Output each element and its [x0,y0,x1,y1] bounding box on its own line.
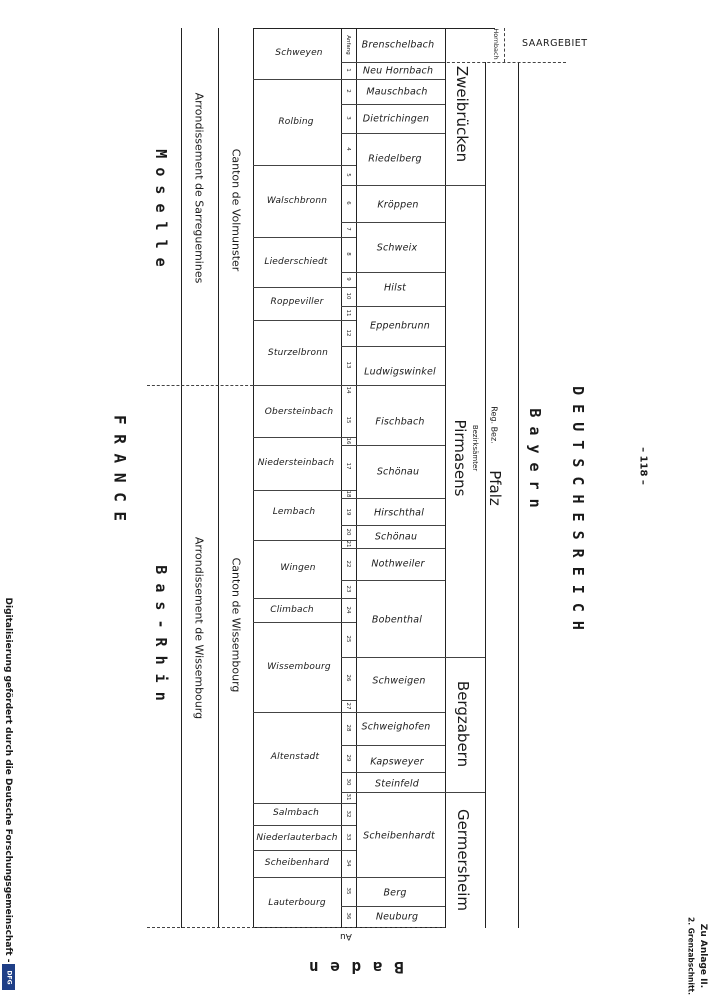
row-divider [356,906,445,907]
row-divider [356,792,445,793]
french-commune: Salmbach [273,808,319,818]
dashed-border-moselle-basrhin [147,385,253,386]
regbez-label: Reg. Bez. [489,406,499,444]
marker-divider [341,133,356,134]
row-divider [356,712,445,713]
border-marker: 29 [345,754,351,762]
border-marker: 34 [345,859,351,867]
row-divider [253,850,341,851]
marker-divider [341,700,356,701]
row-divider [356,185,445,186]
row-divider [253,712,341,713]
french-commune: Niedersteinbach [257,458,335,468]
moselle-label: M o s e l l e [152,149,170,267]
marker-divider [341,79,356,80]
german-commune: Schweigen [372,675,426,687]
border-marker: 35 [345,887,351,895]
border-marker: 36 [345,912,351,920]
arrondissement-wissembourg-label: Arrondissement de Wissembourg [192,536,206,720]
dfg-logo-text: DFG [5,969,13,985]
row-divider [253,79,341,80]
page-number: – 118 – [637,447,649,485]
border-marker: 2 [345,89,351,93]
german-commune: Eppenbrunn [370,320,430,332]
row-divider [356,580,445,581]
border-marker: Anfang [345,35,351,55]
hornbach-label: Hornbach [492,28,500,60]
marker-divider [341,346,356,347]
marker-divider [341,237,356,238]
row-divider [253,490,341,491]
border-marker: 11 [345,309,351,317]
border-line-regbez [518,62,519,928]
border-marker: 23 [345,585,351,593]
district-zweibruecken: Zweibrücken [453,65,471,163]
row-divider [356,445,445,446]
marker-divider [341,498,356,499]
row-divider [356,498,445,499]
row-divider [253,287,341,288]
border-marker: 3 [345,116,351,120]
row-divider [356,385,445,386]
canton-volmunster-label: Canton de Volmunster [229,148,243,272]
border-line-german-communes [445,28,446,928]
border-marker: 15 [345,416,351,424]
row-divider [253,825,341,826]
border-marker: 16 [345,437,351,445]
german-commune: Nothweiler [371,558,425,570]
border-marker: 20 [345,528,351,536]
border-marker: 21 [345,540,351,548]
french-commune: Climbach [270,605,314,615]
marker-divider [341,62,356,63]
border-marker: 27 [345,702,351,710]
border-line-arrondissement [218,28,219,928]
german-commune: Mauschbach [366,86,428,98]
funding-note: Digitalisierung gefördert durch die Deutsche Forschungsgemeinschaft - [3,597,13,963]
deutsches-reich-label: D E U T S C H E S R E I C H [569,386,587,630]
dashed-border-hornbach [504,28,505,62]
border-marker: 26 [345,674,351,682]
french-commune: Liederschiedt [264,257,328,267]
row-divider [356,657,445,658]
border-marker: 14 [345,386,351,394]
bas-rhin-label: B a s - R h i n [152,565,170,701]
marker-divider [341,287,356,288]
row-divider [356,133,445,134]
french-commune: Lauterbourg [268,898,326,908]
row-divider [356,222,445,223]
german-commune: Neuburg [375,911,419,923]
frame-top [253,28,495,29]
french-commune: Altenstadt [270,752,320,762]
border-marker: 32 [345,810,351,818]
french-commune: Niederlauterbach [256,833,338,843]
french-commune: Lembach [272,507,316,517]
district-germersheim: Germersheim [454,808,472,912]
marker-divider [341,598,356,599]
marker-divider [341,445,356,446]
marker-divider [341,622,356,623]
row-divider [253,165,341,166]
border-marker: 24 [345,606,351,614]
marker-divider [341,877,356,878]
marker-divider [341,745,356,746]
marker-divider [341,165,356,166]
marker-divider [341,825,356,826]
french-commune: Scheibenhard [264,858,330,868]
district-pirmasens: Pirmasens [451,419,469,497]
pfalz-label: Pfalz [486,470,504,506]
border-marker: 5 [345,173,351,177]
marker-divider [341,222,356,223]
german-commune: Ludwigswinkel [364,366,436,378]
german-commune: Schweix [376,242,418,254]
german-commune: Riedelberg [368,153,422,165]
bezirksaemter-label: Bezirksämter [471,424,479,472]
border-marker: 28 [345,724,351,732]
row-divider [253,803,341,804]
border-marker: 22 [345,560,351,568]
border-marker: 17 [345,462,351,470]
row-divider [356,62,445,63]
border-marker: 33 [345,833,351,841]
french-commune: Walschbronn [266,196,328,206]
canton-wissembourg-label: Canton de Wissembourg [229,557,243,693]
dashed-border-bottom [147,927,445,928]
marker-divider [341,657,356,658]
row-divider [356,525,445,526]
german-commune: Fischbach [375,416,425,428]
border-marker: 10 [345,292,351,300]
au-label: Au [340,931,352,941]
row-divider [356,104,445,105]
marker-divider [341,772,356,773]
row-divider [356,306,445,307]
french-commune: Wingen [280,563,316,573]
district-divider [445,792,485,793]
bayern-label: B a y e r n [526,408,544,508]
border-marker: 31 [345,793,351,801]
marker-divider [341,306,356,307]
row-divider [253,437,341,438]
row-divider [253,237,341,238]
marker-divider [341,185,356,186]
german-commune: Scheibenhardt [363,830,435,842]
border-marker: 7 [345,227,351,231]
row-divider [356,79,445,80]
german-commune: Berg [383,887,407,899]
france-label: F R A N C E [110,415,130,521]
german-commune: Kapsweyer [370,756,424,768]
row-divider [253,320,341,321]
arrondissement-sarreguemines-label: Arrondissement de Sarreguemines [192,92,206,284]
french-commune: Wissembourg [267,662,331,672]
border-marker: 1 [345,68,351,72]
row-divider [356,346,445,347]
border-marker: 18 [345,490,351,498]
border-marker: 25 [345,635,351,643]
district-divider [445,185,485,186]
row-divider [253,540,341,541]
french-commune: Schweyen [275,48,323,58]
german-commune: Brenschelbach [361,39,435,51]
marker-divider [341,104,356,105]
row-divider [356,745,445,746]
border-marker: 6 [345,201,351,205]
district-bergzabern: Bergzabern [454,680,472,768]
border-line-french-communes [341,28,342,928]
marker-divider [341,906,356,907]
border-marker: 9 [345,277,351,281]
border-line-canton [253,28,254,928]
marker-divider [341,850,356,851]
french-commune: Roppeviller [270,297,324,307]
marker-divider [341,580,356,581]
french-commune: Rolbing [278,117,314,127]
border-marker: 13 [345,361,351,369]
dfg-logo [2,964,15,990]
baden-label: B a d e n [308,958,404,977]
german-commune: Steinfeld [375,778,419,790]
row-divider [356,877,445,878]
row-divider [253,385,341,386]
border-marker: 19 [345,508,351,516]
district-divider [445,657,485,658]
marker-divider [341,320,356,321]
german-commune: Hirschthal [373,507,425,519]
marker-divider [341,548,356,549]
german-commune: Schweighofen [361,721,431,733]
border-marker: 30 [345,778,351,786]
border-line-markers [356,28,357,928]
row-divider [356,272,445,273]
border-marker: 4 [345,147,351,151]
french-commune: Sturzelbronn [267,348,329,358]
german-commune: Kröppen [377,199,419,211]
marker-divider [341,803,356,804]
row-divider [253,877,341,878]
saargebiet-label: SAARGEBIET [522,38,588,49]
row-divider [356,772,445,773]
row-divider [253,622,341,623]
german-commune: Hilst [383,282,407,294]
marker-divider [341,712,356,713]
annex-subtitle: 2. Grenzabschnitt. [686,917,696,995]
marker-divider [341,272,356,273]
german-commune: Schönau [374,531,418,543]
border-marker: 8 [345,252,351,256]
german-commune: Bobenthal [371,614,423,626]
german-commune: Schönau [376,466,420,478]
german-commune: Dietrichingen [362,113,430,125]
marker-divider [341,525,356,526]
border-marker: 12 [345,329,351,337]
german-commune: Neu Hornbach [362,65,434,77]
row-divider [253,598,341,599]
border-line-left [181,28,182,928]
french-commune: Obersteinbach [264,407,334,417]
annex-title: Zu Anlage II. [698,923,708,989]
row-divider [356,548,445,549]
